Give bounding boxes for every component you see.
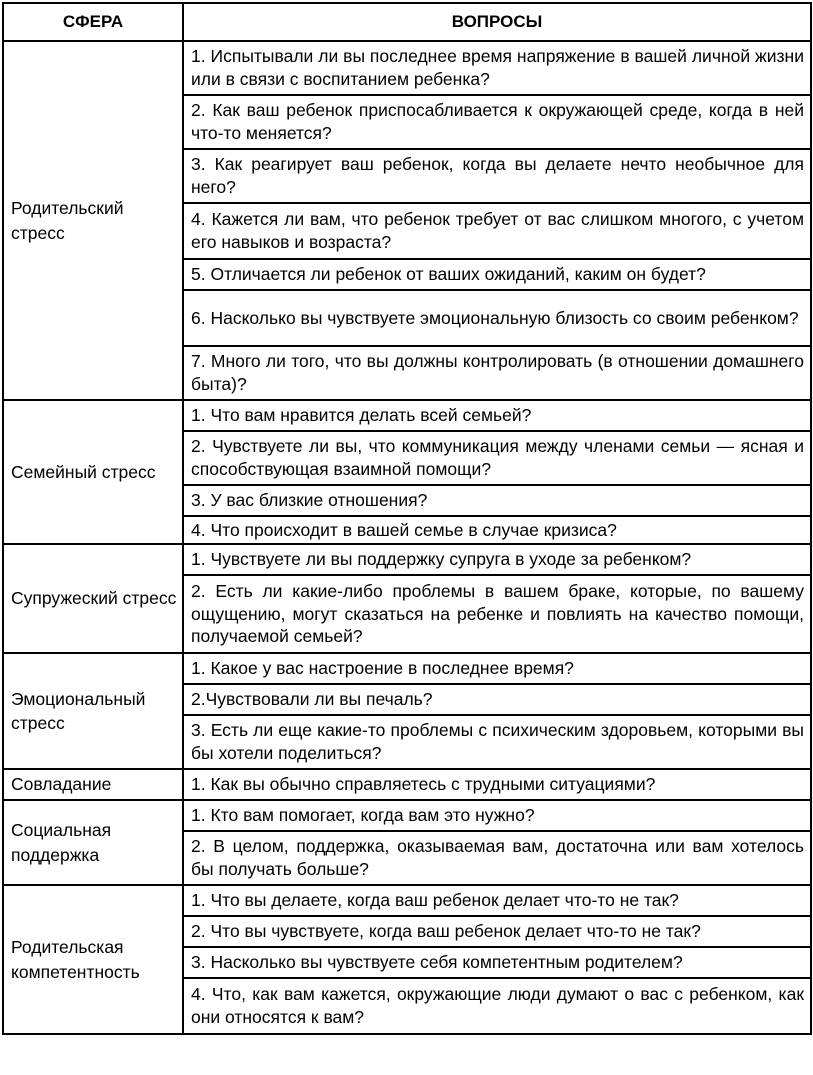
question-text: 3. Как реагирует ваш ребенок, когда вы делаете нечто необычное для него? [191,154,804,197]
header-row [3,3,811,41]
sphere-cell: Семейный стресс [3,400,183,544]
table-row [3,800,811,831]
question-cell [183,653,811,684]
table-row [3,41,811,95]
header-sphere: СФЕРА [3,3,183,41]
question-cell [183,95,811,149]
question-text: 1. Какое у вас настроение в последнее время? [191,658,574,679]
question-cell [183,346,811,400]
question-cell [183,290,811,346]
table-row [3,769,811,800]
question-cell [183,800,811,831]
question-text: 2. Есть ли какие-либо проблемы в вашем браке, которые, по вашему ощущению, могут сказаться на ребенке и повлиять на качество помощи, получаемой семьей? [191,580,804,647]
question-cell [183,684,811,715]
question-cell [183,769,811,800]
question-text: 1. Что вам нравится делать всей семьей? [191,405,532,426]
question-cell [183,203,811,259]
question-cell [183,485,811,516]
sphere-cell: Супружеский стресс [3,544,183,653]
question-cell [183,978,811,1034]
question-text: 4. Кажется ли вам, что ребенок требует от вас слишком многого, с учетом его навыков и возраста? [191,209,804,252]
question-text: 1. Что вы делаете, когда ваш ребенок делает что-то не так? [191,890,679,911]
header-questions: ВОПРОСЫ [183,3,811,41]
question-cell [183,544,811,575]
question-cell [183,885,811,916]
question-text: 2. Как ваш ребенок приспосабливается к окружающей среде, когда в ней что-то меняется? [191,100,804,143]
question-text: 2. Что вы чувствуете, когда ваш ребенок делает что-то не так? [191,921,701,942]
question-cell [183,259,811,290]
question-cell [183,149,811,203]
table-row [3,400,811,431]
question-text: 1. Кто вам помогает, когда вам это нужно? [191,805,535,826]
sphere-cell: Родительская компетентность [3,885,183,1034]
sphere-cell: Родительский стресс [3,41,183,400]
table-row [3,653,811,684]
question-cell [183,575,811,653]
sphere-cell: Эмоциональный стресс [3,653,183,769]
question-text: 1. Испытывали ли вы последнее время напряжение в вашей личной жизни или в связи с воспитанием ребенка? [191,46,804,89]
question-text: 3. У вас близкие отношения? [191,490,428,511]
sphere-cell: Совладание [3,769,183,800]
question-cell [183,947,811,978]
question-text: 4. Что происходит в вашей семье в случае кризиса? [191,519,617,540]
questionnaire-table [2,2,812,1035]
question-cell [183,916,811,947]
question-text: 2. Чувствуете ли вы, что коммуникация между членами семьи — ясная и способствующая взаимной помощи? [191,436,804,479]
table-row [3,544,811,575]
question-cell [183,41,811,95]
question-text: 5. Отличается ли ребенок от ваших ожиданий, каким он будет? [191,264,706,285]
question-text: 7. Много ли того, что вы должны контролировать (в отношении домашнего быта)? [191,351,804,394]
question-cell [183,400,811,431]
table-body [3,41,811,1034]
table-row [3,885,811,916]
question-text: 3. Есть ли еще какие-то проблемы с психическим здоровьем, которыми вы бы хотели поделиться? [191,720,804,763]
question-text: 1. Как вы обычно справляетесь с трудными ситуациями? [191,774,656,795]
question-text: 2.Чувствовали ли вы печаль? [191,689,433,710]
question-cell [183,831,811,885]
question-text: 6. Насколько вы чувствуете эмоциональную близость со своим ребенком? [191,307,799,328]
question-text: 4. Что, как вам кажется, окружающие люди думают о вас с ребенком, как они относятся к вам? [191,984,804,1027]
question-text: 2. В целом, поддержка, оказываемая вам, достаточна или вам хотелось бы получать больше? [191,836,804,879]
question-cell [183,431,811,485]
question-cell [183,516,811,544]
question-text: 1. Чувствуете ли вы поддержку супруга в уходе за ребенком? [191,549,692,570]
sphere-cell: Социальная поддержка [3,800,183,885]
question-text: 3. Насколько вы чувствуете себя компетентным родителем? [191,952,683,973]
question-cell [183,715,811,769]
